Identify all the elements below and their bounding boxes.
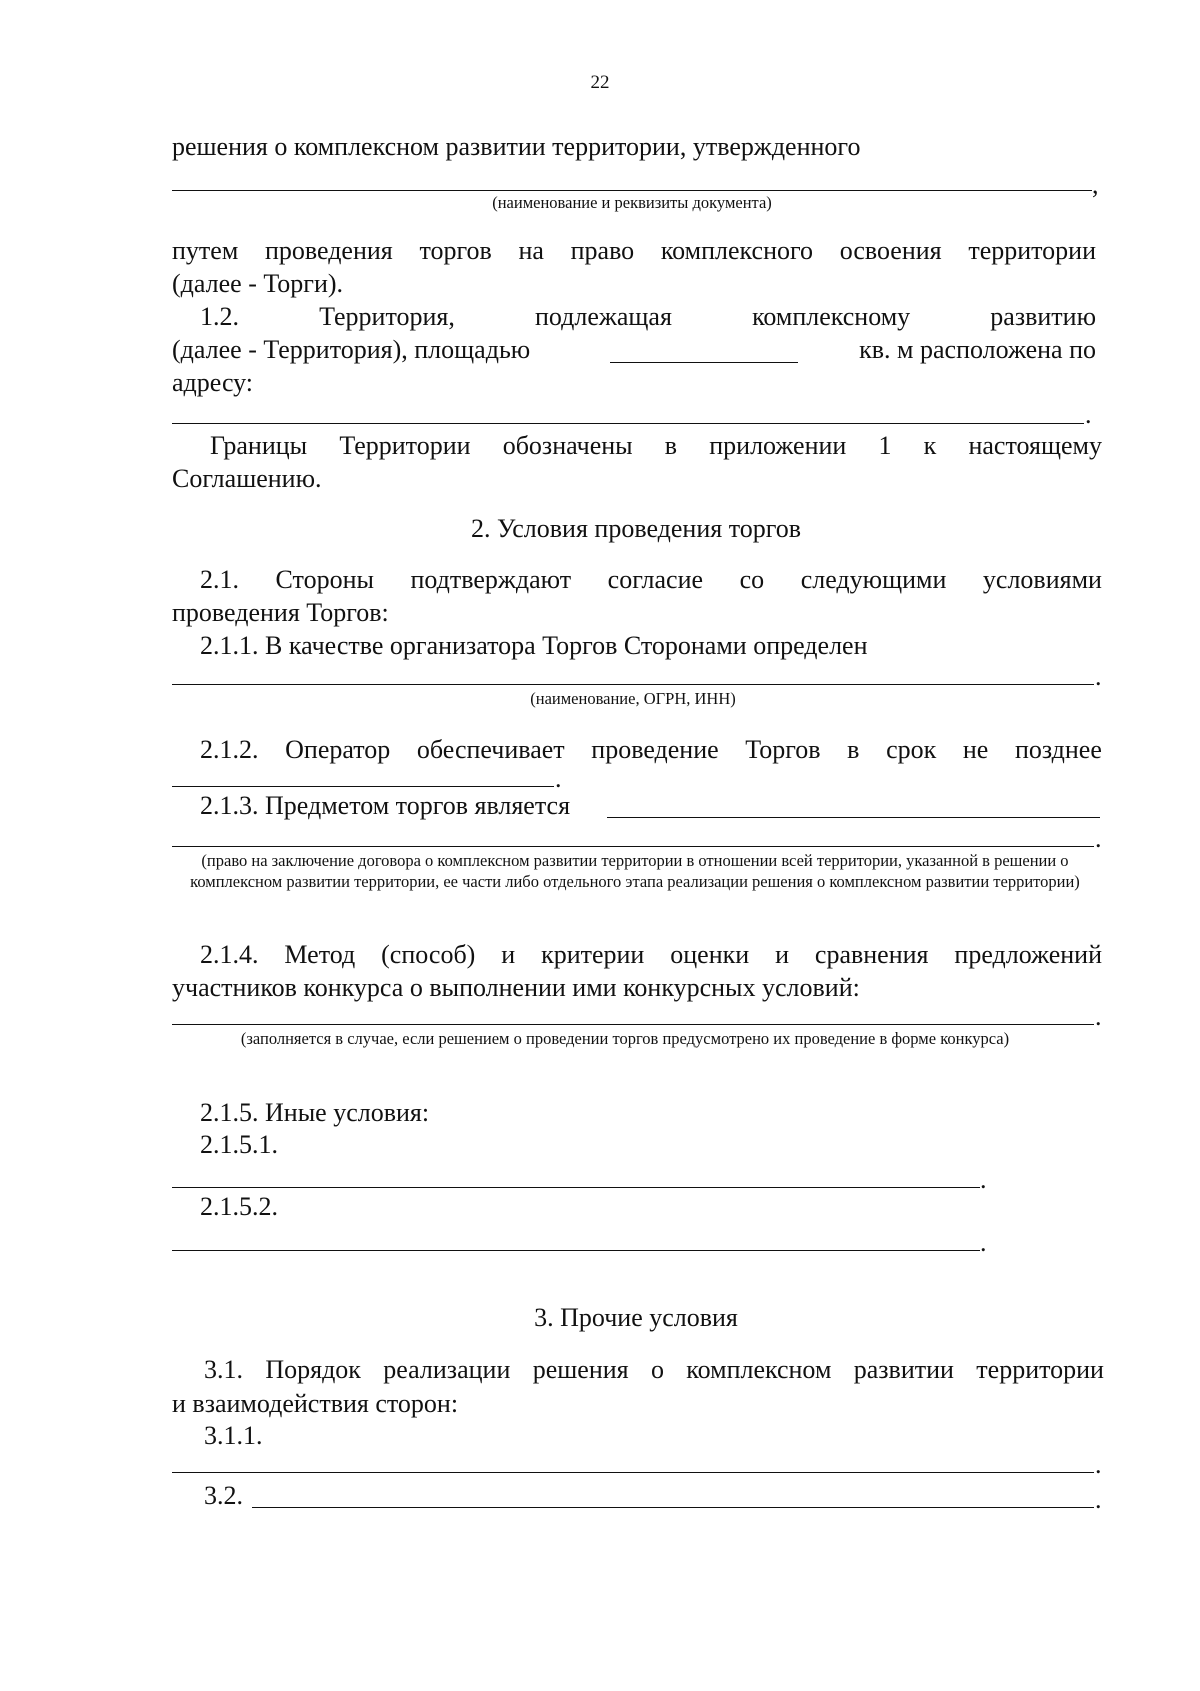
word: следующими	[800, 565, 947, 594]
word: о	[650, 1355, 664, 1384]
blank-3-2-line	[252, 1507, 1094, 1508]
paragraph-line: 3.2.	[204, 1481, 243, 1510]
word: подтверждают	[410, 565, 572, 594]
word: условиями	[982, 565, 1102, 594]
word: Метод	[284, 940, 356, 969]
word: 1	[878, 431, 892, 460]
paragraph-line: 2.1.1. В качестве организатора Торгов Сторонами определен	[200, 631, 868, 660]
caption-organizer: (наименование, ОГРН, ИНН)	[530, 689, 736, 708]
paragraph-line: (далее - Территория), площадью	[172, 335, 531, 364]
paragraph-line-justified	[200, 940, 1102, 970]
word: обеспечивает	[416, 735, 565, 764]
word: в	[847, 735, 860, 764]
word: подлежащая	[535, 302, 672, 331]
paragraph-line: 2.1.5. Иные условия:	[200, 1098, 430, 1127]
paragraph-line-justified	[172, 236, 1096, 266]
paragraph-line-justified	[200, 735, 1102, 765]
word: 2.1.4.	[200, 940, 259, 969]
word: развитии	[853, 1355, 954, 1384]
word: в	[664, 431, 678, 460]
blank-subject-line-2	[172, 846, 1094, 847]
word: решения	[532, 1355, 629, 1384]
paragraph-line: участников конкурса о выполнении ими конкурсных условий:	[172, 973, 860, 1002]
word: 1.2.	[200, 302, 239, 331]
word: проведение	[591, 735, 719, 764]
word: срок	[886, 735, 937, 764]
word: путем	[172, 236, 239, 265]
paragraph-line: 3.1.1.	[204, 1421, 263, 1450]
word: комплексном	[686, 1355, 832, 1384]
paragraph-line: проведения Торгов:	[172, 598, 389, 627]
word: сравнения	[814, 940, 929, 969]
line-punctuation: .	[1095, 824, 1102, 853]
word: реализации	[383, 1355, 511, 1384]
paragraph-line: 2.1.5.2.	[200, 1192, 278, 1221]
word: и	[501, 940, 516, 969]
page-number: 22	[590, 72, 610, 93]
word: развитию	[990, 302, 1096, 331]
word: Оператор	[285, 735, 391, 764]
paragraph-line: Соглашению.	[172, 464, 322, 493]
word: Территории	[339, 431, 471, 460]
blank-address-line	[172, 423, 1084, 424]
caption-subject: (право на заключение договора о комплексном развитии территории в отношении всей территории, указанной в решении о комплексном развитии территории, ее части либо отдельного этапа реализации решения о комплексном развитии территории)	[190, 851, 1080, 891]
paragraph-line: 2.1.5.1.	[200, 1130, 278, 1159]
word: территории	[968, 236, 1096, 265]
paragraph-line: 2.1.3. Предметом торгов является	[200, 791, 571, 820]
paragraph-line-justified	[210, 431, 1102, 461]
word: обозначены	[502, 431, 633, 460]
paragraph-line: кв. м расположена по	[859, 335, 1096, 364]
word: критерии	[541, 940, 645, 969]
line-punctuation: .	[980, 1165, 987, 1194]
word: проведения	[264, 236, 393, 265]
word: и	[775, 940, 789, 969]
paragraph-line: (далее - Торги).	[172, 269, 344, 298]
word: Стороны	[275, 565, 374, 594]
word: Торгов	[745, 735, 821, 764]
blank-organizer-line	[172, 684, 1094, 685]
blank-document-line	[172, 190, 1092, 191]
word: комплексному	[752, 302, 911, 331]
line-punctuation: .	[1085, 400, 1092, 429]
line-punctuation: .	[555, 764, 562, 793]
paragraph-line-justified	[200, 302, 1096, 332]
section-2-title: 2. Условия проведения торгов	[470, 514, 802, 543]
paragraph-line-justified	[200, 565, 1102, 595]
word: 2.1.	[200, 565, 239, 594]
blank-other-2-line	[172, 1250, 980, 1251]
word: освоения	[839, 236, 942, 265]
word: (способ)	[381, 940, 476, 969]
blank-deadline-line	[172, 786, 554, 787]
word: 3.1.	[204, 1355, 243, 1384]
paragraph-line: адресу:	[172, 368, 254, 397]
word: оценки	[670, 940, 750, 969]
caption-document: (наименование и реквизиты документа)	[492, 193, 772, 212]
blank-other-1-line	[172, 1187, 980, 1188]
line-punctuation: ,	[1092, 170, 1099, 199]
word: не	[962, 735, 989, 764]
word: предложений	[954, 940, 1102, 969]
word: Территория,	[319, 302, 455, 331]
word: согласие	[607, 565, 704, 594]
section-3-title: 3. Прочие условия	[534, 1303, 738, 1332]
word: Порядок	[265, 1355, 361, 1384]
word: торгов	[419, 236, 492, 265]
word: на	[518, 236, 544, 265]
line-punctuation: .	[980, 1228, 987, 1257]
word: позднее	[1014, 735, 1102, 764]
word: к	[923, 431, 937, 460]
word: право	[570, 236, 635, 265]
word: Границы	[210, 431, 308, 460]
word: со	[739, 565, 765, 594]
blank-method-line	[172, 1024, 1094, 1025]
word: настоящему	[968, 431, 1102, 460]
word: приложении	[709, 431, 847, 460]
line-punctuation: .	[1095, 1450, 1102, 1479]
line-punctuation: .	[1095, 1002, 1102, 1031]
blank-subject-line-1	[607, 817, 1100, 818]
word: комплексного	[660, 236, 814, 265]
line-punctuation: .	[1095, 662, 1102, 691]
paragraph-line-justified	[204, 1355, 1104, 1385]
blank-area-line	[610, 362, 798, 363]
word: 2.1.2.	[200, 735, 259, 764]
paragraph-line: и взаимодействия сторон:	[172, 1389, 459, 1418]
word: территории	[976, 1355, 1104, 1384]
blank-procedure-line	[172, 1472, 1094, 1473]
caption-contest: (заполняется в случае, если решением о проведении торгов предусмотрено их проведение в форме конкурса)	[240, 1029, 1010, 1048]
line-punctuation: .	[1095, 1485, 1102, 1514]
paragraph-line: решения о комплексном развитии территории, утвержденного	[172, 132, 861, 161]
